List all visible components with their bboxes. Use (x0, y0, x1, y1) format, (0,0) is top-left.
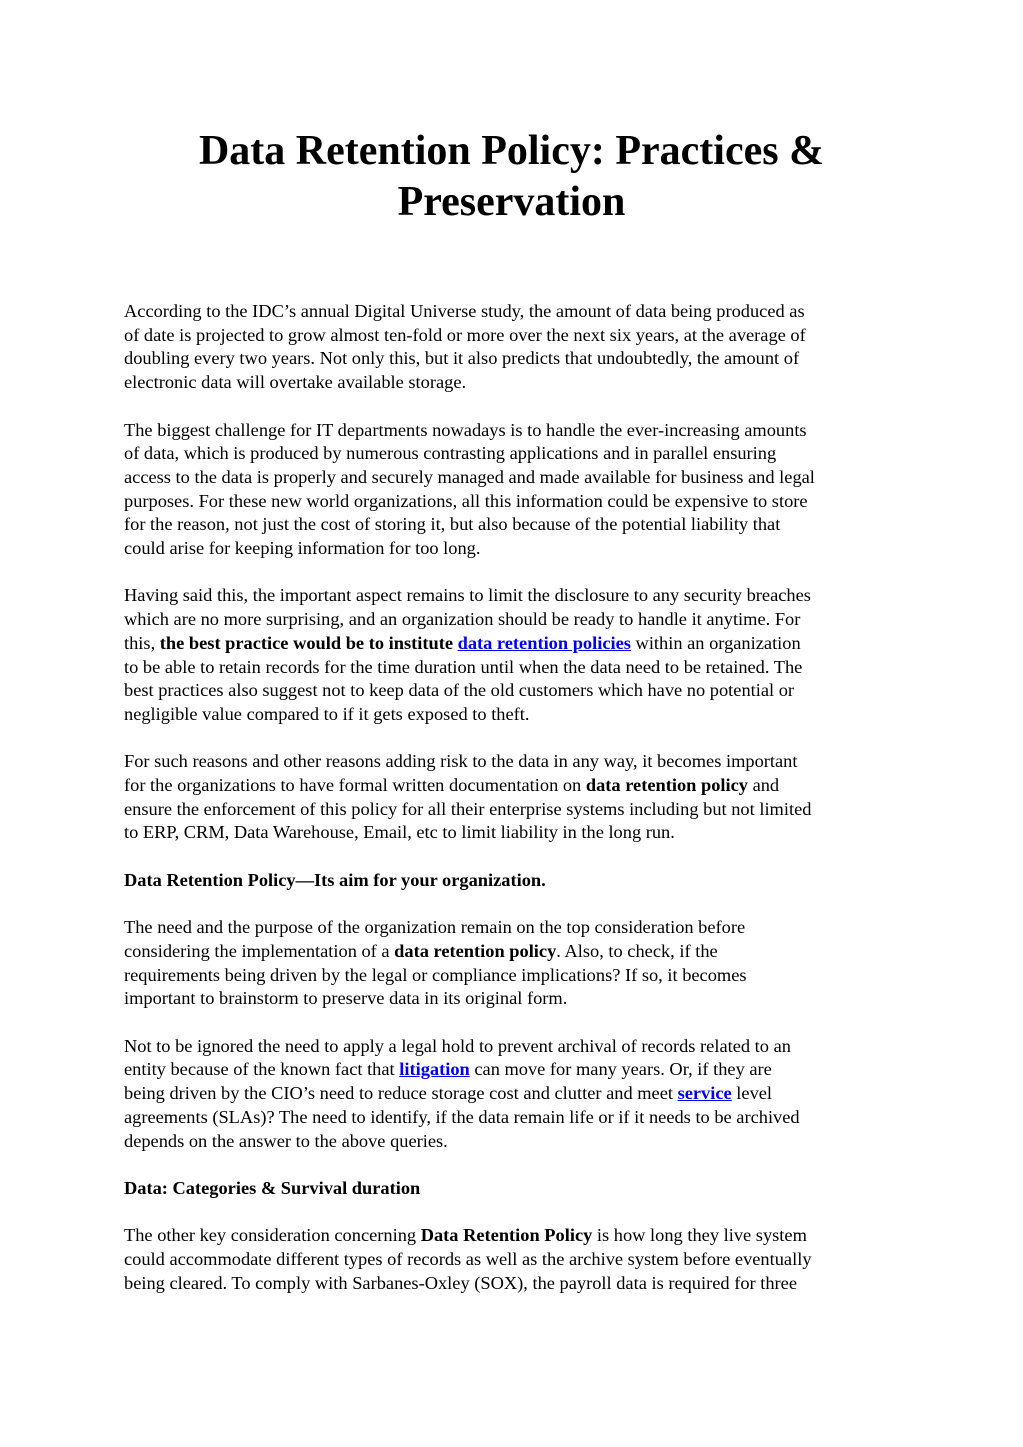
data-retention-policies-link[interactable]: data retention policies (457, 632, 631, 653)
article-body (124, 300, 904, 1319)
page-title (100, 126, 923, 228)
text-run: this, (124, 632, 160, 653)
text-run: being driven by the CIO’s need to reduce storage cost and clutter and meet (124, 1083, 678, 1104)
bold-text: data retention policy (585, 775, 748, 796)
text-run: entity because of the known fact that (124, 1059, 400, 1080)
text-line: being cleared. To comply with Sarbanes-Oxley (SOX), the payroll data is required for three (124, 1272, 797, 1293)
text-line: could accommodate different types of records as well as the archive system before eventually (124, 1249, 812, 1269)
text-line: which are no more surprising, and an organization should be ready to handle it anytime. For (124, 609, 801, 630)
paragraph-2 (124, 419, 904, 561)
text-line: negligible value compared to if it gets exposed to theft. (124, 703, 530, 724)
text-line: to be able to retain records for the time duration until when the data need to be retained. The (124, 656, 803, 677)
paragraph-5 (124, 916, 904, 1011)
text-line: The need and the purpose of the organization remain on the top consideration before (124, 917, 746, 938)
title-line-2: Preservation (397, 179, 626, 225)
text-line (124, 632, 904, 656)
title-line-1: Data Retention Policy: Practices & (198, 128, 825, 174)
paragraph-3 (124, 584, 904, 726)
text-run: is how long they live system (592, 1225, 807, 1246)
text-line: doubling every two years. Not only this, but it also predicts that undoubtedly, the amount of (124, 348, 800, 369)
paragraph-6 (124, 1035, 904, 1154)
text-run: can move for many years. Or, if they are (469, 1059, 772, 1080)
text-run: for the organizations to have formal written documentation on (124, 775, 586, 796)
bold-text: Data Retention Policy (420, 1225, 593, 1246)
text-run: within an organization (630, 632, 801, 653)
text-run: and (747, 775, 780, 796)
text-line: purposes. For these new world organizations, all this information could be expensive to store (124, 490, 808, 511)
text-line: According to the IDC’s annual Digital Universe study, the amount of data being produced as (124, 301, 805, 321)
bold-text: the best practice would be to institute (159, 632, 453, 653)
text-line: Not to be ignored the need to apply a legal hold to prevent archival of records related to an (124, 1035, 791, 1056)
text-run: level (731, 1083, 773, 1104)
bold-text: data retention policy (394, 940, 557, 961)
text-line (124, 774, 904, 798)
text-line: access to the data is properly and securely managed and made available for business and legal (124, 466, 815, 487)
text-run: considering the implementation of a (124, 940, 395, 961)
text-line (124, 1224, 904, 1248)
text-line: for the reason, not just the cost of storing it, but also because of the potential liability that (124, 514, 781, 535)
text-run: The other key consideration concerning (124, 1225, 421, 1246)
section-heading-categories: Data: Categories & Survival duration (124, 1177, 421, 1198)
section-heading-aim: Data Retention Policy—Its aim for your organization. (124, 869, 546, 890)
text-line: agreements (SLAs)? The need to identify, if the data remain life or if it needs to be archived (124, 1106, 800, 1127)
text-line: For such reasons and other reasons adding risk to the data in any way, it becomes important (124, 751, 798, 772)
text-line: electronic data will overtake available storage. (124, 372, 467, 393)
text-line: ensure the enforcement of this policy for all their enterprise systems including but not limited (124, 798, 812, 819)
text-line (124, 940, 904, 964)
text-line: The biggest challenge for IT departments nowadays is to handle the ever-increasing amounts (124, 419, 807, 440)
text-line: important to brainstorm to preserve data in its original form. (124, 988, 568, 1009)
text-run: . Also, to check, if the (556, 940, 718, 961)
text-line: to ERP, CRM, Data Warehouse, Email, etc to limit liability in the long run. (124, 822, 675, 843)
litigation-link[interactable]: litigation (399, 1059, 470, 1080)
text-line: Having said this, the important aspect remains to limit the disclosure to any security breaches (124, 585, 811, 606)
text-line: of data, which is produced by numerous contrasting applications and in parallel ensuring (124, 443, 777, 464)
text-line: depends on the answer to the above queries. (124, 1130, 448, 1151)
text-line: could arise for keeping information for too long. (124, 538, 481, 559)
service-link[interactable]: service (677, 1083, 732, 1104)
text-line (124, 1082, 904, 1106)
text-line: of date is projected to grow almost ten-fold or more over the next six years, at the average of (124, 324, 806, 345)
text-line (124, 1058, 904, 1082)
paragraph-4 (124, 750, 904, 845)
text-line: requirements being driven by the legal or compliance implications? If so, it becomes (124, 964, 747, 985)
paragraph-1 (124, 300, 904, 395)
text-line: best practices also suggest not to keep data of the old customers which have no potential or (124, 680, 795, 701)
paragraph-7 (124, 1224, 904, 1295)
